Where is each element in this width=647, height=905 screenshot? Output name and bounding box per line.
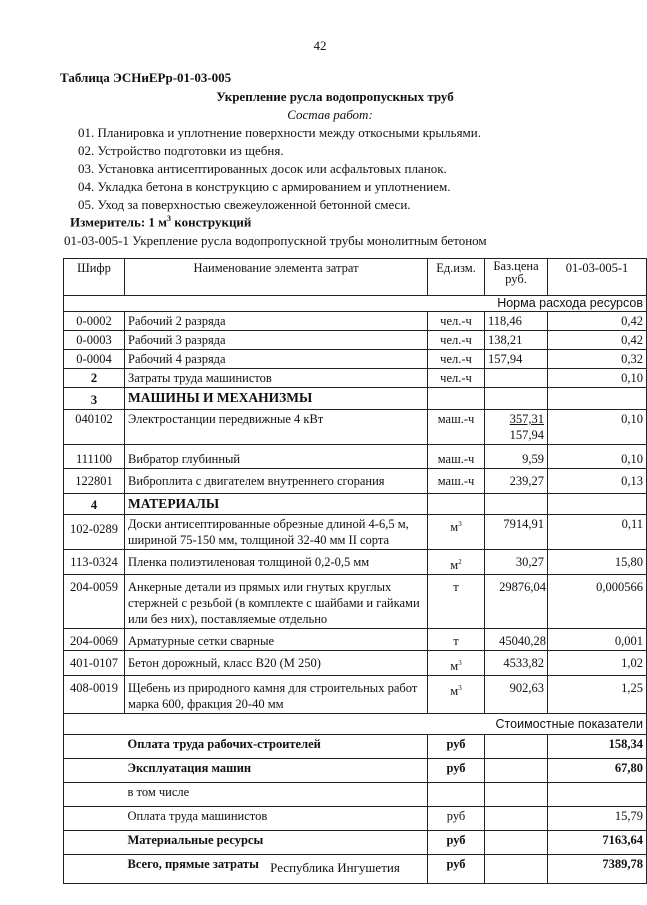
table-cell: Рабочий 4 разряда [125, 350, 428, 369]
table-cell: Рабочий 3 разряда [125, 331, 428, 350]
table-cell [485, 831, 548, 855]
table-cell: 0,10 [548, 445, 647, 469]
table-cell: 113-0324 [64, 550, 125, 575]
table-cell: 0,13 [548, 469, 647, 494]
table-cell: 0-0002 [64, 312, 125, 331]
table-cell: Бетон дорожный, класс В20 (М 250) [125, 651, 428, 676]
table-cell: Виброплита с двигателем внутреннего сгорания [125, 469, 428, 494]
table-cell: 0-0003 [64, 331, 125, 350]
table-cell: руб [428, 831, 485, 855]
table-cell: 902,63 [485, 676, 548, 714]
table-cell [548, 388, 647, 410]
table-row [64, 575, 647, 629]
table-cell: 4 [64, 494, 125, 515]
table-cell: маш.-ч [428, 469, 485, 494]
work-item: 04. Укладка бетона в конструкцию с армированием и уплотнением. [78, 179, 451, 194]
table-cell: 7914,91 [485, 515, 548, 550]
table-cell: Пленка полиэтиленовая толщиной 0,2-0,5 мм [125, 550, 428, 575]
table-cell [64, 759, 125, 783]
table-cell: чел.-ч [428, 331, 485, 350]
table-cell: 0,42 [548, 331, 647, 350]
table-row [64, 312, 647, 331]
table-cell [548, 783, 647, 807]
table-cell: Электростанции передвижные 4 кВт [125, 410, 428, 445]
work-item: 03. Установка антисептированных досок или асфальтовых планок. [78, 161, 447, 176]
table-cell [485, 369, 548, 388]
table-row [64, 629, 647, 651]
table-cell: 158,34 [548, 735, 647, 759]
total-row [64, 759, 647, 783]
table-cell [428, 783, 485, 807]
table-cell: Вибратор глубинный [125, 445, 428, 469]
header-norm-code: 01-03-005-1 [548, 259, 647, 296]
table-cell: 0,10 [548, 410, 647, 445]
table-cell: руб [428, 807, 485, 831]
table-cell: Щебень из природного камня для строительных работ марка 600, фракция 20-40 мм [125, 676, 428, 714]
table-cell [485, 388, 548, 410]
norm-code-line: 01-03-005-1 Укрепление русла водопропускной трубы монолитным бетоном [64, 233, 487, 248]
table-cell: 0,000566 [548, 575, 647, 629]
table-row [64, 410, 647, 445]
table-cell: Доски антисептированные обрезные длиной 4-6,5 м, шириной 75-150 мм, толщиной 32-40 мм II сорта [125, 515, 428, 550]
table-row [64, 550, 647, 575]
table-cell: 122801 [64, 469, 125, 494]
table-row [64, 714, 647, 735]
table-cell: 29876,04 [485, 575, 548, 629]
table-cell [485, 783, 548, 807]
table-row [64, 445, 647, 469]
table-row [64, 515, 647, 550]
table-cell: Рабочий 2 разряда [125, 312, 428, 331]
table-cell: 0,10 [548, 369, 647, 388]
table-cell: $м^3$ [428, 515, 485, 550]
table-row [64, 369, 647, 388]
table-cell [64, 831, 125, 855]
table-cell: 15,80 [548, 550, 647, 575]
table-cell: 102-0289 [64, 515, 125, 550]
table-cell: т [428, 629, 485, 651]
table-cell: 2 [64, 369, 125, 388]
table-cell: 239,27 [485, 469, 548, 494]
table-row [64, 469, 647, 494]
table-cell: $м^3$ [428, 676, 485, 714]
norm-label: Норма расхода ресурсов [64, 296, 647, 312]
table-cell: 408-0019 [64, 676, 125, 714]
document-title: Укрепление русла водопропускных труб [216, 89, 454, 104]
table-row [64, 296, 647, 312]
table-cell [548, 494, 647, 515]
cost-label: Стоимостные показатели [64, 714, 647, 735]
table-cell: Материальные ресурсы [125, 831, 428, 855]
table-cell: Арматурные сетки сварные [125, 629, 428, 651]
table-cell [485, 759, 548, 783]
work-item: 02. Устройство подготовки из щебня. [78, 143, 284, 158]
table-cell: 67,80 [548, 759, 647, 783]
table-cell: 0,11 [548, 515, 647, 550]
table-cell: 9,59 [485, 445, 548, 469]
header-price: Баз.цена руб. [485, 259, 548, 296]
table-cell: т [428, 575, 485, 629]
table-cell: 357,31 157,94 [485, 410, 548, 445]
composition-label: Состав работ: [287, 107, 373, 122]
table-cell: 30,27 [485, 550, 548, 575]
table-cell: 45040,28 [485, 629, 548, 651]
table-cell: Всего, прямые затраты [125, 855, 428, 884]
table-cell: $м^3$ [428, 651, 485, 676]
table-row [64, 651, 647, 676]
table-cell: 0,001 [548, 629, 647, 651]
table-row [64, 350, 647, 369]
table-cell: 0,32 [548, 350, 647, 369]
table-cell: руб [428, 855, 485, 884]
table-cell: 118,46 [485, 312, 548, 331]
table-name: Таблица ЭСНиЕРр-01-03-005 [60, 70, 232, 85]
table-cell: Анкерные детали из прямых или гнутых круглых стержней с резьбой (в комплекте с шайбами и гайками или без них), поставляемые отдельно [125, 575, 428, 629]
page-number: 42 [313, 38, 327, 53]
table-cell: 1,25 [548, 676, 647, 714]
table-cell [64, 735, 125, 759]
table-cell: 111100 [64, 445, 125, 469]
table-header-row [64, 259, 647, 296]
section-header [64, 388, 647, 410]
header-code: Шифр [64, 259, 125, 296]
work-item: 05. Уход за поверхностью свежеуложенной бетонной смеси. [78, 197, 411, 212]
table-cell: 3 [64, 388, 125, 410]
table-cell: чел.-ч [428, 312, 485, 331]
table-cell [485, 807, 548, 831]
table-cell: 138,21 [485, 331, 548, 350]
total-row [64, 831, 647, 855]
table-cell: МАШИНЫ И МЕХАНИЗМЫ [125, 388, 428, 410]
table-cell [64, 807, 125, 831]
table-cell: 7163,64 [548, 831, 647, 855]
table-cell: 204-0059 [64, 575, 125, 629]
table-cell: 157,94 [485, 350, 548, 369]
work-item: 01. Планировка и уплотнение поверхности между откосными крыльями. [78, 125, 481, 140]
table-cell: в том числе [125, 783, 428, 807]
total-row [64, 735, 647, 759]
table-cell: 204-0069 [64, 629, 125, 651]
table-cell: чел.-ч [428, 369, 485, 388]
measure-unit: Измеритель: 1 $м^3$ конструкций [70, 214, 252, 230]
total-row [64, 783, 647, 807]
table-cell: $м^2$ [428, 550, 485, 575]
table-cell: Эксплуатация машин [125, 759, 428, 783]
table-cell [428, 388, 485, 410]
total-row [64, 807, 647, 831]
table-cell [485, 735, 548, 759]
header-name: Наименование элемента затрат [125, 259, 428, 296]
table-cell: МАТЕРИАЛЫ [125, 494, 428, 515]
header-unit: Ед.изм. [428, 259, 485, 296]
table-cell: 040102 [64, 410, 125, 445]
table-cell: 7389,78 [548, 855, 647, 884]
table-cell: 4533,82 [485, 651, 548, 676]
table-cell: 1,02 [548, 651, 647, 676]
table-cell: Оплата труда машинистов [125, 807, 428, 831]
table-cell: руб [428, 735, 485, 759]
table-cell: 15,79 [548, 807, 647, 831]
table-cell: руб [428, 759, 485, 783]
footer-region: Республика Ингушетия [270, 860, 400, 875]
table-cell [485, 494, 548, 515]
table-cell: маш.-ч [428, 410, 485, 445]
table-row [64, 331, 647, 350]
section-header [64, 494, 647, 515]
table-cell: Оплата труда рабочих-строителей [125, 735, 428, 759]
table-cell: 0-0004 [64, 350, 125, 369]
table-cell: 0,42 [548, 312, 647, 331]
table-cell [64, 783, 125, 807]
table-cell [428, 494, 485, 515]
table-cell: 401-0107 [64, 651, 125, 676]
table-cell: Затраты труда машинистов [125, 369, 428, 388]
table-cell: чел.-ч [428, 350, 485, 369]
table-row [64, 676, 647, 714]
table-cell: маш.-ч [428, 445, 485, 469]
resource-table [63, 258, 647, 884]
